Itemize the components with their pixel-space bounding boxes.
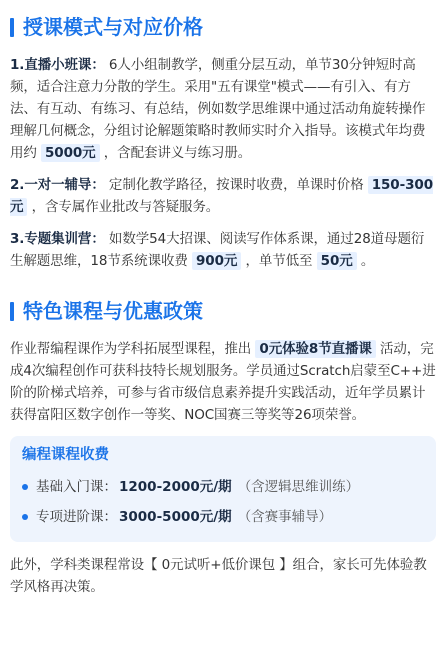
item-lead: 1.直播小班课：	[10, 57, 105, 73]
closing-paragraph: 此外，学科类课程常设【 0元试听+低价课包 】组合，家长可先体验教学风格再决策。	[10, 557, 427, 595]
fee-box-title: 编程课程收费	[22, 447, 109, 463]
pricing-item	[10, 228, 436, 272]
intro-text: 活动，完成4次编程创作可获科技特长规划服务。学员通过Scratch启蒙至C++进阶的阶梯式培养，可参与省市级信息素养提升实践活动，近年学员累计获得富阳区数字创作一等奖、NOC国赛三等奖等26项荣誉。	[10, 341, 436, 423]
fee-item	[22, 502, 424, 532]
item-text: 6人小组制教学，侧重分层互动，单节30分钟短时高频，适合注意力分散的学生。采用"五有课堂"模式——有引入、有方法、有互动、有练习、有总结，例如数学思维课中通过活动角旋转操作理解几何概念，分组讨论解题策略时教师实时介入指导。该模式年均费用约	[10, 57, 426, 161]
bullet-dot-icon	[22, 514, 28, 520]
price-highlight: 50元	[317, 252, 357, 270]
bullet-dot-icon	[22, 484, 28, 490]
price-highlight: 150-300元	[10, 177, 433, 215]
section-heading-features	[10, 296, 436, 326]
item-text: 定制化教学路径，按课时收费，单课时价格	[104, 177, 368, 193]
price-highlight: 5000元	[41, 144, 100, 162]
heading-accent-bar	[10, 18, 14, 37]
fee-label: 基础入门课：	[36, 479, 117, 495]
intro-paragraph	[10, 338, 436, 426]
promo-highlight: 0元体验8节直播课	[255, 340, 375, 358]
fee-item	[22, 472, 424, 502]
fee-label: 专项进阶课：	[36, 509, 117, 525]
section-title: 特色课程与优惠政策	[23, 299, 203, 323]
price-highlight: 900元	[192, 252, 241, 270]
item-text: ，含配套讲义与练习册。	[99, 145, 252, 161]
intro-text: 作业帮编程课作为学科拓展型课程，推出	[10, 341, 256, 357]
programming-fee-box	[10, 436, 436, 542]
pricing-item	[10, 174, 436, 218]
item-lead: 3.专题集训营：	[10, 231, 105, 247]
item-text: ，单节低至	[241, 253, 317, 269]
item-lead: 2.一对一辅导：	[10, 177, 105, 193]
section-title: 授课模式与对应价格	[23, 15, 203, 39]
item-text: 如数学54大招课、阅读写作体系课，通过28道母题衍生解题思维，18节系统课收费	[10, 231, 425, 269]
heading-accent-bar	[10, 302, 14, 321]
fee-note: （含逻辑思维训练）	[237, 479, 360, 495]
fee-price: 3000-5000元/期	[119, 509, 232, 525]
fee-price: 1200-2000元/期	[119, 479, 232, 495]
item-text: ，含专属作业批改与答疑服务。	[27, 199, 220, 215]
item-text: 。	[356, 253, 375, 269]
fee-note: （含赛事辅导）	[237, 509, 333, 525]
pricing-item	[10, 54, 436, 164]
section-heading-pricing	[10, 12, 436, 42]
